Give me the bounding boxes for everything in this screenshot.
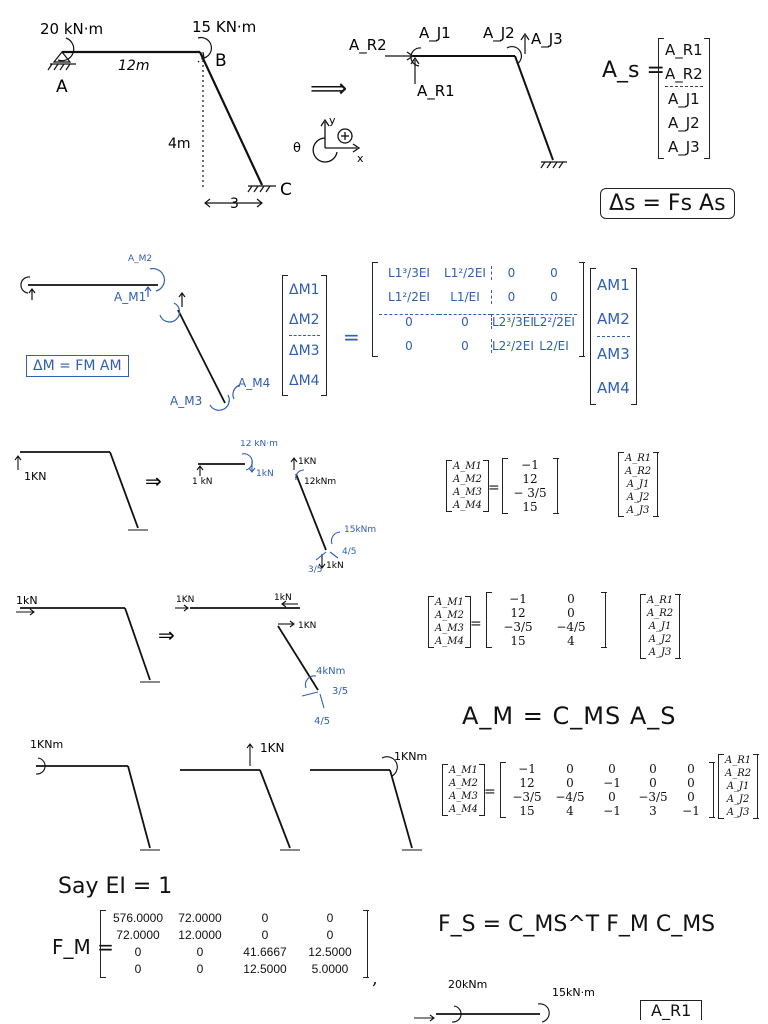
sec4-equals: =: [470, 616, 482, 632]
fmn-31: 0: [134, 945, 142, 959]
node-a-label: A: [56, 77, 68, 97]
fmn-43: 12.5000: [243, 962, 287, 976]
sec3-fb4: 1KN: [298, 457, 317, 467]
sec3-fb6: 15kNm: [344, 525, 377, 535]
sec4-31: −3/5: [503, 620, 533, 634]
fmn-42: 0: [196, 962, 204, 976]
sec4-rhs-5: A_J3: [648, 647, 672, 658]
am2-label: A_M2: [128, 254, 153, 264]
ar1-label: A_R1: [417, 82, 455, 100]
sec4-rhs: [640, 594, 680, 659]
sec3-rhs-4: A_J2: [626, 492, 650, 503]
sec5-rhs-1: A_R1: [725, 755, 752, 766]
fmn-41: 0: [134, 962, 142, 976]
sec3-rhs-3: A_J1: [626, 479, 650, 490]
sec3-rhs-2: A_R2: [625, 466, 652, 477]
fmn-24: 0: [326, 928, 334, 942]
fm-comma: ,: [372, 968, 378, 989]
fm-22: L1/EI: [450, 290, 480, 304]
fm-14: 0: [550, 266, 558, 280]
ar2-label: A_R2: [349, 36, 387, 54]
fm-44: L2/EI: [539, 339, 569, 353]
sec3-equals: =: [488, 480, 500, 496]
sec4-fb2: 1kN: [274, 593, 292, 603]
sec3-lhs-4: A_M4: [453, 500, 482, 511]
delta-m4: ΔM4: [289, 373, 320, 389]
moment-b-label: 15 KN·m: [192, 18, 257, 36]
fm-21: L1²/2EI: [388, 290, 430, 304]
sec3-fb9: 1kN: [326, 561, 344, 571]
sec5-load3: 1KNm: [394, 750, 428, 763]
cms-32: −4/5: [555, 790, 585, 804]
bottom-ar1: A_R1: [651, 1001, 692, 1020]
sec3-lhs-3: A_M3: [453, 487, 482, 498]
delta-m-vector: [282, 275, 327, 396]
cms-41: 15: [519, 804, 535, 818]
sec3-c1: −1: [521, 458, 539, 472]
frame-diagram-original: [0, 0, 300, 220]
bottom-moment-1: 20kNm: [448, 978, 488, 991]
sec5-rhs-2: A_R2: [725, 768, 752, 779]
implies-arrow: ⟹: [310, 74, 348, 104]
cms-22: 0: [566, 776, 574, 790]
fs-equation: F_S = C_MS^T F_M C_MS: [438, 912, 716, 937]
cms-24: 0: [649, 776, 657, 790]
sec4-22: 0: [567, 606, 575, 620]
sec4-rhs-4: A_J2: [648, 634, 672, 645]
cms-25: 0: [687, 776, 695, 790]
sec3-arrow: ⇒: [145, 469, 162, 493]
sec4-42: 4: [567, 634, 575, 648]
sec4-fb1: 1KN: [176, 595, 195, 605]
sec4-11: −1: [509, 592, 527, 606]
fm-11: L1³/3EI: [388, 266, 430, 280]
sec3-lhs: [446, 460, 489, 512]
fm-24: 0: [550, 290, 558, 304]
am4-label: A_M4: [238, 376, 270, 390]
span-length: 12m: [118, 58, 150, 74]
am-m4: AM4: [597, 379, 630, 397]
sec5-rhs-5: A_J3: [726, 807, 750, 818]
node-c-label: C: [280, 180, 292, 200]
fm-43: L2²/2EI: [492, 339, 534, 353]
sec4-fb6: 4/5: [314, 716, 331, 727]
sec3-matrix: [502, 458, 558, 514]
sec3-c2: 12: [522, 472, 538, 486]
cms-14: 0: [649, 762, 657, 776]
cms-42: 4: [566, 804, 574, 818]
cms-45: −1: [682, 804, 700, 818]
sec4-rhs-1: A_R1: [647, 595, 674, 606]
sec3-lhs-2: A_M2: [453, 474, 482, 485]
cms-34: −3/5: [638, 790, 668, 804]
fmn-23: 0: [261, 928, 269, 942]
sec3-rhs-5: A_J3: [626, 505, 650, 516]
as-vector: [658, 38, 710, 159]
am-m2: AM2: [597, 310, 630, 328]
am1-label: A_M1: [114, 290, 147, 304]
sec4-lhs-1: A_M1: [435, 597, 464, 608]
unit-load-ar1-diagram: [10, 440, 430, 580]
axis-x-label: x: [357, 152, 364, 165]
fm-32: 0: [439, 314, 491, 329]
fm-31: 0: [379, 314, 439, 329]
fmn-33: 41.6667: [243, 945, 287, 959]
say-ei-text: Say EI = 1: [58, 874, 173, 899]
unit-load-ar2-diagram: [10, 590, 430, 730]
sec4-fb5: 3/5: [332, 686, 349, 697]
sec5-load1: 1KNm: [30, 738, 64, 751]
sec4-lhs: [428, 596, 471, 648]
fmn-12: 72.0000: [178, 911, 222, 925]
member-diagram: [10, 245, 270, 420]
sec3-load: 1KN: [24, 470, 47, 483]
fm-numeric-matrix: [100, 910, 368, 978]
fm-23: 0: [491, 290, 531, 304]
sec5-lhs-2: A_M2: [449, 778, 478, 789]
sec5-rhs: [718, 754, 758, 819]
aj2-label: A_J2: [483, 24, 515, 42]
am-cms-equation: A_M = C_MS A_S: [462, 702, 677, 730]
sec5-load2: 1KN: [260, 741, 285, 755]
fm-13: 0: [491, 266, 531, 280]
bottom-moment-2: 15kN·m: [552, 986, 595, 999]
released-structure: [345, 20, 585, 180]
as-aj1: A_J1: [668, 90, 700, 108]
fm-42: 0: [461, 339, 469, 353]
as-label: A_s =: [602, 58, 665, 83]
sec3-fb1: 12 kN·m: [240, 440, 278, 449]
sec4-rhs-3: A_J1: [648, 621, 672, 632]
fmn-14: 0: [326, 911, 334, 925]
cms-15: 0: [687, 762, 695, 776]
as-aj3: A_J3: [668, 138, 700, 156]
fmn-21: 72.0000: [116, 928, 160, 942]
fmn-32: 0: [196, 945, 204, 959]
cms-23: −1: [603, 776, 621, 790]
am3-label: A_M3: [170, 394, 203, 408]
fm-12: L1²/2EI: [444, 266, 486, 280]
sec4-41: 15: [510, 634, 526, 648]
cms-12: 0: [566, 762, 574, 776]
sec4-lhs-2: A_M2: [435, 610, 464, 621]
fm-41: 0: [405, 339, 413, 353]
sec5-lhs-1: A_M1: [449, 765, 478, 776]
sec5-lhs-3: A_M3: [449, 791, 478, 802]
sec5-lhs: [442, 764, 485, 816]
horizontal-label: 3: [230, 196, 239, 212]
as-ar1: A_R1: [665, 41, 703, 59]
as-ar2: A_R2: [665, 62, 703, 87]
fmn-34: 12.5000: [308, 945, 352, 959]
sec4-rhs-2: A_R2: [647, 608, 674, 619]
cms-31: −3/5: [512, 790, 542, 804]
delta-m1: ΔM1: [289, 282, 320, 298]
cms-21: 12: [519, 776, 535, 790]
bottom-vector-top: [640, 1000, 702, 1020]
sec3-lhs-1: A_M1: [453, 461, 482, 472]
unit-load-joint-diagrams: [10, 730, 440, 865]
node-b-label: B: [215, 51, 227, 71]
am-m3: AM3: [597, 336, 630, 371]
fm-symbolic-matrix: [372, 262, 584, 357]
sec4-matrix: [486, 592, 606, 648]
sec5-rhs-4: A_J2: [726, 794, 750, 805]
fmn-13: 0: [261, 911, 269, 925]
fmn-44: 5.0000: [311, 962, 349, 976]
aj3-label: A_J3: [531, 30, 563, 48]
fmn-22: 12.0000: [178, 928, 222, 942]
cms-13: 0: [608, 762, 616, 776]
am-vector: [590, 268, 637, 405]
cms-44: 3: [649, 804, 657, 818]
sec3-rhs: [618, 452, 658, 517]
fm-label: F_M =: [52, 935, 114, 959]
fm-34: L2²/2EI: [531, 314, 577, 329]
cms-35: 0: [687, 790, 695, 804]
sec4-fb4: 4kNm: [316, 666, 346, 677]
delta-m-equation: ΔM = FM AM: [26, 355, 129, 377]
as-aj2: A_J2: [668, 114, 700, 132]
sec4-lhs-4: A_M4: [435, 636, 464, 647]
sec3-c4: 15: [522, 500, 538, 514]
sec4-fb3: 1KN: [298, 621, 317, 631]
sec5-rhs-3: A_J1: [726, 781, 750, 792]
am-m1: AM1: [597, 276, 630, 294]
sec4-load: 1kN: [16, 594, 38, 607]
cms-matrix: [500, 762, 714, 818]
moment-a-label: 20 kN·m: [40, 20, 104, 38]
cms-43: −1: [603, 804, 621, 818]
height-label: 4m: [168, 136, 191, 152]
cms-11: −1: [518, 762, 536, 776]
sec3-fb3: 1kN: [256, 469, 274, 479]
sec3-fb5: 12kNm: [304, 477, 337, 487]
delta-m3: ΔM3: [289, 335, 320, 366]
cms-33: 0: [608, 790, 616, 804]
sec5-lhs-4: A_M4: [449, 804, 478, 815]
axis-theta-label: θ: [293, 141, 301, 156]
axis-y-label: y: [329, 114, 336, 127]
sec4-lhs-3: A_M3: [435, 623, 464, 634]
sec3-fb8: 3/5: [308, 565, 323, 575]
sec3-c3: − 3/5: [513, 486, 547, 500]
sec3-fb7: 4/5: [342, 547, 357, 557]
delta-s-equation: Δs = Fs As: [600, 188, 735, 219]
fmn-11: 576.0000: [112, 911, 164, 925]
fm-33: L2³/3EI: [492, 315, 534, 329]
aj1-label: A_J1: [419, 24, 451, 42]
sec4-32: −4/5: [556, 620, 586, 634]
delta-m2: ΔM2: [289, 312, 320, 328]
sec3-rhs-1: A_R1: [625, 453, 652, 464]
sec4-arrow: ⇒: [158, 623, 175, 647]
sec4-21: 12: [510, 606, 526, 620]
sec3-fb2: 1 kN: [192, 477, 213, 487]
sec4-12: 0: [567, 592, 575, 606]
sec5-equals: =: [484, 784, 496, 800]
section2-equals: =: [343, 325, 360, 349]
